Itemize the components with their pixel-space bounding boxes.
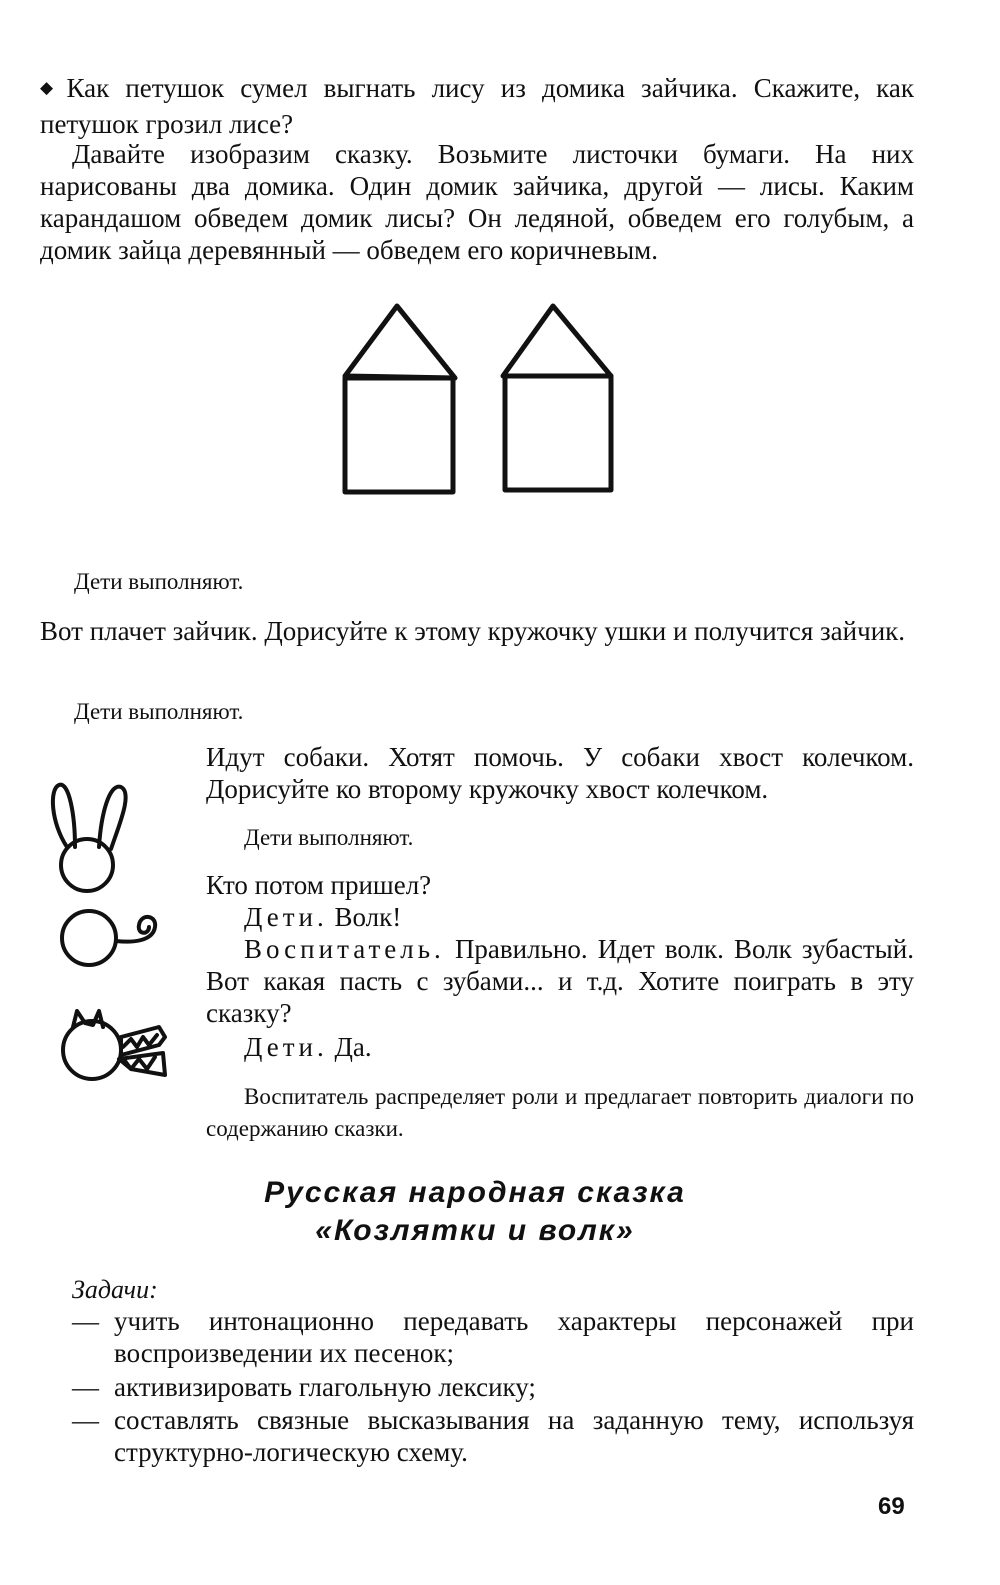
paragraph-teacher-roles: Воспитатель распределяет роли и предлагает повторить диалоги по содержанию сказки. [206,1084,914,1141]
tasks-label: Задачи: [72,1275,158,1304]
wolf-icon [63,1011,165,1079]
dash-bullet: — [72,1372,99,1402]
animals-illustration [45,775,175,1095]
task-item: — составлять связные высказывания на заданную тему, используя структурно-логическую схему. [72,1405,914,1467]
dialogue-teacher: Воспитатель. Правильно. Идет волк. Волк зубастый. Вот какая пасть с зубами... и т.д. Хотите поиграть в эту сказку? [206,934,914,1028]
note-children-do: Дети выполняют. [74,699,244,724]
note-children-do: Дети выполняют. [244,825,414,850]
paragraph-instructions: Давайте изобразим сказку. Возьмите листочки бумаги. На них нарисованы два домика. Один домик зайчика, другой — лисы. Каким карандашом обведем домик лисы? Он ледяной, обведем его голубым, а домик зайца деревянный — обведем его коричневым. [40,139,914,265]
dash-bullet: — [72,1405,99,1435]
note-children-do: Дети выполняют. [74,569,244,594]
house-icon [503,306,611,490]
diamond-bullet-icon: ◆ [40,78,63,97]
page-number: 69 [878,1493,905,1520]
house-icon [345,306,455,492]
task-item: — активизировать глагольную лексику; [72,1372,536,1402]
paragraph-dogs: Идут собаки. Хотят помочь. У собаки хвост колечком. Дорисуйте ко второму кружочку хвост колечком. [206,742,914,804]
section-title-line2: «Козлятки и волк» [315,1214,635,1247]
dog-icon [62,911,155,965]
dialogue-children: Дети. Волк! [244,902,402,932]
houses-illustration [335,300,625,500]
paragraph-question: ◆ Как петушок сумел выгнать лису из домика зайчика. Скажите, как петушок грозил лисе? [40,73,914,139]
dash-bullet: — [72,1306,99,1336]
dialogue-children: Дети. Да. [244,1032,372,1062]
hare-icon [53,785,126,891]
paragraph-hare: Вот плачет зайчик. Дорисуйте к этому кружочку ушки и получится зайчик. [40,616,906,646]
paragraph-who-came: Кто потом пришел? [206,870,432,900]
task-item: — учить интонационно передавать характеры персонажей при воспроизведении их песенок; [72,1306,914,1368]
section-title-line1: Русская народная сказка [264,1176,686,1209]
